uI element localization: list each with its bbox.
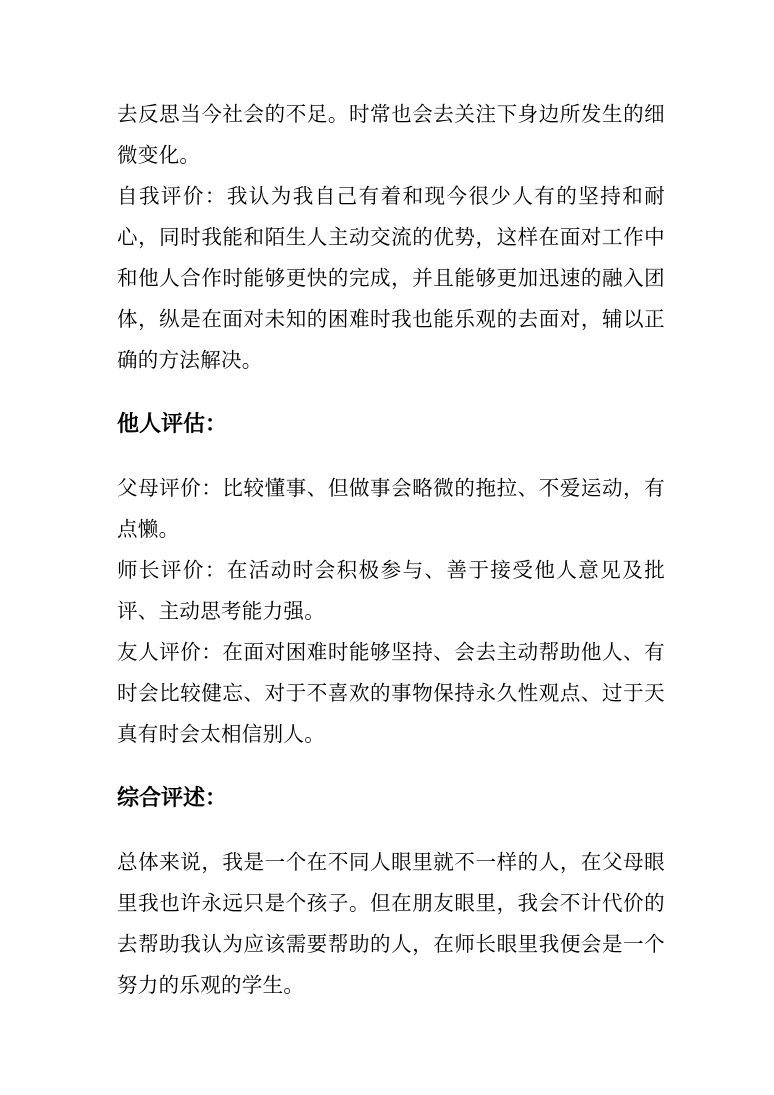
- document-page: [117, 94, 665, 1006]
- self-evaluation-paragraph: 自我评价：我认为我自己有着和现今很少人有的坚持和耐心，同时我能和陌生人主动交流的优势，这样在面对工作中和他人合作时能够更快的完成，并且能够更加迅速的融入团体，纵是在面对未知的困难时我也能乐观的去面对，辅以正确的方法解决。: [117, 184, 665, 372]
- friend-evaluation-paragraph: 友人评价：在面对困难时能够坚持、会去主动帮助他人、有时会比较健忘、对于不喜欢的事物保持永久性观点、过于天真有时会太相信别人。: [117, 640, 665, 746]
- summary-paragraph: 总体来说，我是一个在不同人眼里就不一样的人，在父母眼里我也许永远只是个孩子。但在朋友眼里，我会不计代价的去帮助我认为应该需要帮助的人，在师长眼里我便会是一个努力的乐观的学生。: [117, 850, 665, 997]
- others-evaluation-heading: 他人评估：: [117, 411, 228, 437]
- parent-evaluation-paragraph: 父母评价：比较懂事、但做事会略微的拖拉、不爱运动，有点懒。: [117, 476, 665, 541]
- intro-paragraph: 去反思当今社会的不足。时常也会去关注下身边所发生的细微变化。: [117, 102, 665, 167]
- teacher-evaluation-paragraph: 师长评价：在活动时会积极参与、善于接受他人意见及批评、主动思考能力强。: [117, 558, 665, 623]
- summary-heading: 综合评述：: [117, 785, 228, 811]
